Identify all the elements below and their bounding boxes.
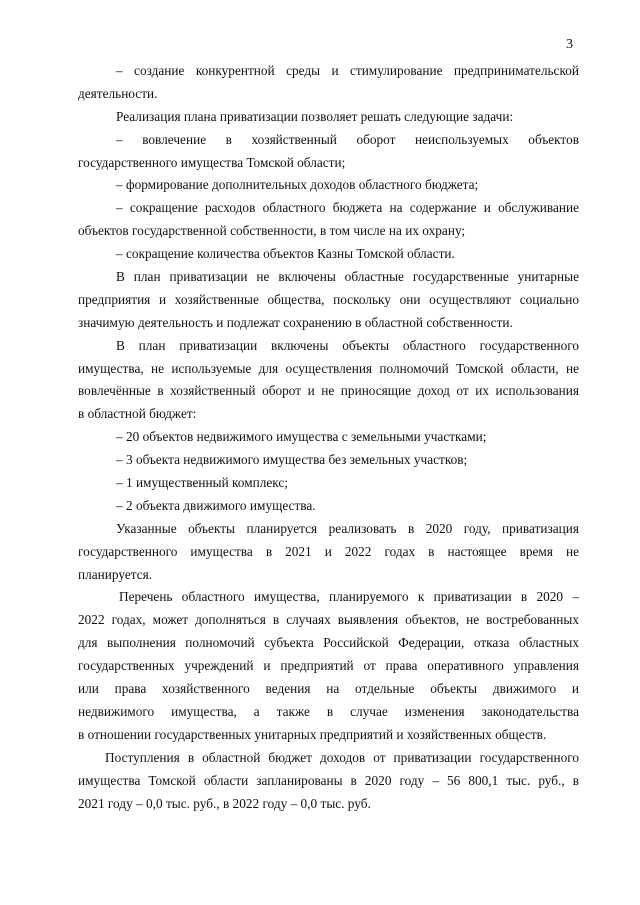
text-line: Поступления в областной бюджет доходов от приватизации государственного: [105, 749, 579, 765]
text-line: – вовлечение в хозяйственный оборот неиспользуемых объектов: [116, 131, 579, 147]
text-line: или права хозяйственного ведения на отдельные объекты движимого и: [78, 681, 579, 697]
text-line: вовлечённые в хозяйственный оборот и не приносящие доход от их использования: [78, 383, 579, 399]
text-line: – сокращение расходов областного бюджета на содержание и обслуживание: [116, 200, 579, 216]
text-line: государственного имущества в 2021 и 2022 годах в настоящее время не: [78, 543, 579, 559]
text-line: государственного имущества Томской области;: [78, 154, 346, 170]
text-line: в областной бюджет:: [78, 406, 197, 422]
text-line: – 3 объекта недвижимого имущества без земельных участков;: [116, 452, 468, 468]
text-line: В план приватизации включены объекты областного государственного: [116, 337, 579, 353]
text-line: недвижимого имущества, а также в случае изменения законодательства: [78, 703, 579, 719]
text-line: имущества, не используемые для осуществления полномочий Томской области, не: [78, 360, 579, 376]
text-line: в отношении государственных унитарных предприятий и хозяйственных обществ.: [78, 726, 547, 742]
text-line: планируется.: [78, 566, 153, 582]
text-line: – 20 объектов недвижимого имущества с земельными участками;: [116, 429, 487, 445]
text-line: 2022 годах, может дополняться в случаях выявления объектов, не востребованных: [78, 612, 579, 628]
text-line: объектов государственной собственности, в том числе на их охрану;: [78, 223, 466, 239]
text-line: для выполнения полномочий субъекта Российской Федерации, отказа областных: [78, 635, 579, 651]
text-line: 2021 году – 0,0 тыс. руб., в 2022 году – 0,0 тыс. руб.: [78, 795, 371, 811]
text-line: предприятия и хозяйственные общества, поскольку они осуществляют социально: [78, 291, 579, 307]
text-line: – 1 имущественный комплекс;: [116, 475, 288, 491]
text-line: государственных учреждений и предприятий от права оперативного управления: [78, 658, 579, 674]
text-line: имущества Томской области запланированы в 2020 году – 56 800,1 тыс. руб., в: [78, 772, 579, 788]
document-body: [78, 60, 579, 815]
text-line: – 2 объекта движимого имущества.: [116, 497, 316, 513]
text-line: – сокращение количества объектов Казны Томской области.: [116, 246, 455, 262]
text-line: – формирование дополнительных доходов областного бюджета;: [116, 177, 479, 193]
page-number: 3: [566, 37, 573, 52]
text-line: Указанные объекты планируется реализовать в 2020 году, приватизация: [116, 520, 579, 536]
text-line: – создание конкурентной среды и стимулирование предпринимательской: [116, 63, 579, 78]
text-line: деятельности.: [78, 85, 158, 101]
text-line: Реализация плана приватизации позволяет решать следующие задачи:: [116, 108, 514, 124]
text-line: значимую деятельность и подлежат сохранению в областной собственности.: [78, 314, 513, 330]
text-line: В план приватизации не включены областные государственные унитарные: [116, 269, 579, 285]
text-line: Перечень областного имущества, планируемого к приватизации в 2020 –: [119, 589, 579, 605]
